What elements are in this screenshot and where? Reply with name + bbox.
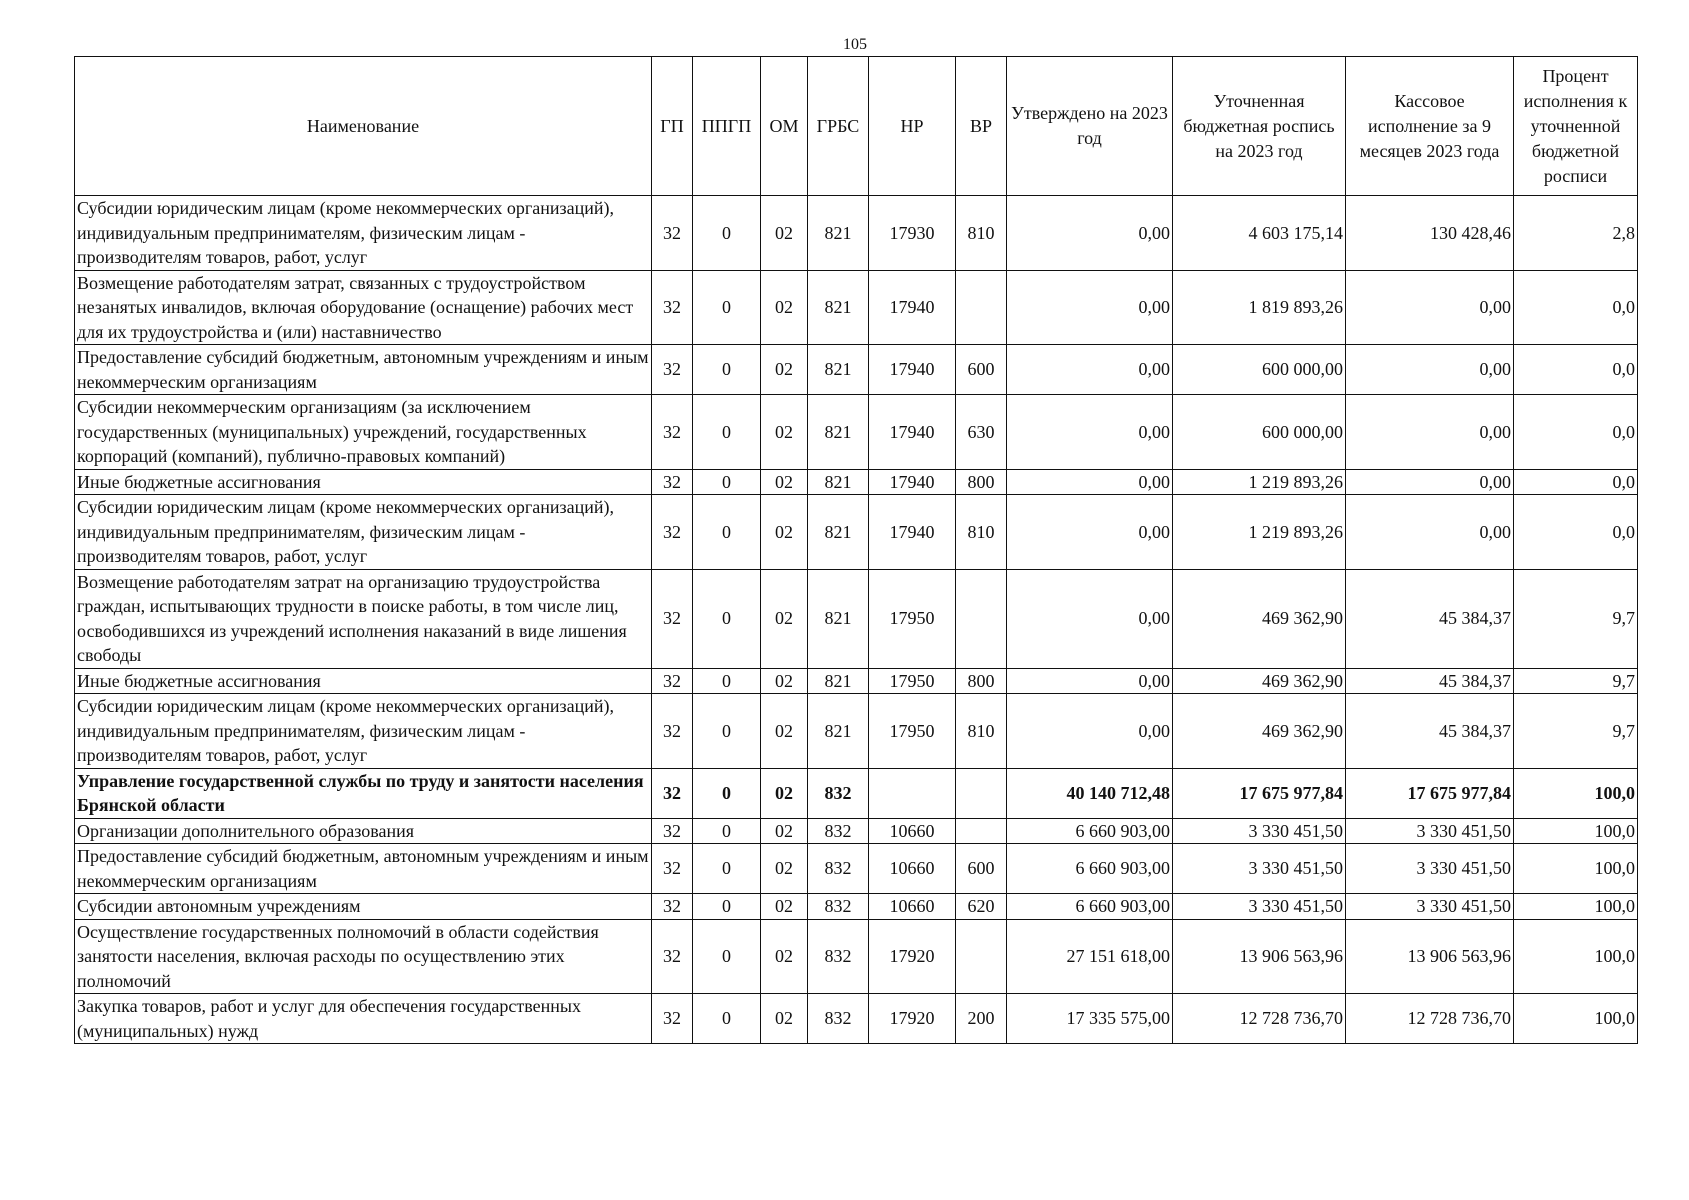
cell-gp: 32 xyxy=(652,469,693,495)
table-row xyxy=(75,270,1638,345)
cell-nr: 10660 xyxy=(869,844,956,894)
header-approved: Утверждено на 2023 год xyxy=(1007,57,1173,196)
cell-refined: 600 000,00 xyxy=(1173,345,1346,395)
cell-vr: 800 xyxy=(956,469,1007,495)
cell-ppgp: 0 xyxy=(693,768,761,818)
cell-percent: 0,0 xyxy=(1514,270,1638,345)
cell-refined: 13 906 563,96 xyxy=(1173,919,1346,994)
cell-name: Субсидии юридическим лицам (кроме некоммерческих организаций), индивидуальным предпринимателям, физическим лицам - производителям товаров, работ, услуг xyxy=(75,495,652,570)
cell-ppgp: 0 xyxy=(693,569,761,668)
cell-ppgp: 0 xyxy=(693,270,761,345)
header-om: ОМ xyxy=(761,57,808,196)
cell-ppgp: 0 xyxy=(693,495,761,570)
cell-nr: 17950 xyxy=(869,569,956,668)
table-row xyxy=(75,994,1638,1044)
cell-nr: 17940 xyxy=(869,345,956,395)
cell-om: 02 xyxy=(761,894,808,920)
cell-refined: 12 728 736,70 xyxy=(1173,994,1346,1044)
cell-name: Предоставление субсидий бюджетным, автономным учреждениям и иным некоммерческим организациям xyxy=(75,345,652,395)
cell-om: 02 xyxy=(761,768,808,818)
cell-nr: 17940 xyxy=(869,495,956,570)
cell-refined: 469 362,90 xyxy=(1173,668,1346,694)
cell-gp: 32 xyxy=(652,894,693,920)
cell-vr xyxy=(956,270,1007,345)
cell-grbs: 832 xyxy=(808,768,869,818)
cell-vr xyxy=(956,768,1007,818)
cell-name: Субсидии автономным учреждениям xyxy=(75,894,652,920)
table-row xyxy=(75,894,1638,920)
cell-nr: 17940 xyxy=(869,469,956,495)
header-ppgp: ППГП xyxy=(693,57,761,196)
cell-refined: 3 330 451,50 xyxy=(1173,894,1346,920)
cell-name: Предоставление субсидий бюджетным, автономным учреждениям и иным некоммерческим организациям xyxy=(75,844,652,894)
cell-om: 02 xyxy=(761,919,808,994)
cell-vr: 200 xyxy=(956,994,1007,1044)
cell-approved: 0,00 xyxy=(1007,345,1173,395)
cell-gp: 32 xyxy=(652,994,693,1044)
cell-gp: 32 xyxy=(652,818,693,844)
cell-nr: 17940 xyxy=(869,270,956,345)
table-row xyxy=(75,196,1638,271)
header-refined: Уточненная бюджетная роспись на 2023 год xyxy=(1173,57,1346,196)
cell-grbs: 821 xyxy=(808,345,869,395)
cell-gp: 32 xyxy=(652,668,693,694)
cell-name: Управление государственной службы по труду и занятости населения Брянской области xyxy=(75,768,652,818)
cell-ppgp: 0 xyxy=(693,919,761,994)
cell-om: 02 xyxy=(761,694,808,769)
cell-vr: 600 xyxy=(956,844,1007,894)
cell-percent: 0,0 xyxy=(1514,469,1638,495)
cell-refined: 4 603 175,14 xyxy=(1173,196,1346,271)
cell-grbs: 821 xyxy=(808,668,869,694)
cell-percent: 100,0 xyxy=(1514,818,1638,844)
cell-ppgp: 0 xyxy=(693,694,761,769)
table-body xyxy=(75,196,1638,1044)
table-row xyxy=(75,768,1638,818)
cell-gp: 32 xyxy=(652,345,693,395)
cell-approved: 17 335 575,00 xyxy=(1007,994,1173,1044)
cell-nr: 10660 xyxy=(869,894,956,920)
cell-grbs: 821 xyxy=(808,270,869,345)
cell-nr: 10660 xyxy=(869,818,956,844)
cell-vr: 620 xyxy=(956,894,1007,920)
cell-gp: 32 xyxy=(652,495,693,570)
header-gp: ГП xyxy=(652,57,693,196)
cell-gp: 32 xyxy=(652,694,693,769)
cell-cash: 45 384,37 xyxy=(1346,694,1514,769)
table-row xyxy=(75,818,1638,844)
cell-om: 02 xyxy=(761,345,808,395)
cell-name: Возмещение работодателям затрат, связанных с трудоустройством незанятых инвалидов, включая оборудование (оснащение) рабочих мест для их трудоустройства и (или) наставничество xyxy=(75,270,652,345)
cell-percent: 9,7 xyxy=(1514,569,1638,668)
cell-refined: 600 000,00 xyxy=(1173,395,1346,470)
cell-nr xyxy=(869,768,956,818)
cell-gp: 32 xyxy=(652,844,693,894)
cell-percent: 100,0 xyxy=(1514,844,1638,894)
cell-om: 02 xyxy=(761,994,808,1044)
cell-cash: 45 384,37 xyxy=(1346,569,1514,668)
cell-approved: 6 660 903,00 xyxy=(1007,894,1173,920)
cell-approved: 6 660 903,00 xyxy=(1007,844,1173,894)
cell-percent: 100,0 xyxy=(1514,994,1638,1044)
cell-om: 02 xyxy=(761,270,808,345)
cell-grbs: 832 xyxy=(808,994,869,1044)
cell-grbs: 821 xyxy=(808,395,869,470)
cell-ppgp: 0 xyxy=(693,668,761,694)
cell-vr xyxy=(956,919,1007,994)
cell-percent: 2,8 xyxy=(1514,196,1638,271)
cell-approved: 0,00 xyxy=(1007,495,1173,570)
cell-grbs: 821 xyxy=(808,495,869,570)
cell-refined: 3 330 451,50 xyxy=(1173,818,1346,844)
cell-cash: 0,00 xyxy=(1346,495,1514,570)
cell-approved: 6 660 903,00 xyxy=(1007,818,1173,844)
cell-om: 02 xyxy=(761,818,808,844)
cell-name: Осуществление государственных полномочий в области содействия занятости населения, включая расходы по осуществлению этих полномочий xyxy=(75,919,652,994)
cell-approved: 0,00 xyxy=(1007,469,1173,495)
cell-om: 02 xyxy=(761,844,808,894)
cell-ppgp: 0 xyxy=(693,994,761,1044)
cell-om: 02 xyxy=(761,668,808,694)
budget-table xyxy=(74,56,1638,1044)
cell-ppgp: 0 xyxy=(693,345,761,395)
header-name: Наименование xyxy=(75,57,652,196)
cell-vr xyxy=(956,818,1007,844)
cell-approved: 40 140 712,48 xyxy=(1007,768,1173,818)
cell-gp: 32 xyxy=(652,768,693,818)
cell-cash: 3 330 451,50 xyxy=(1346,818,1514,844)
cell-ppgp: 0 xyxy=(693,469,761,495)
table-row xyxy=(75,469,1638,495)
cell-nr: 17950 xyxy=(869,668,956,694)
cell-vr: 630 xyxy=(956,395,1007,470)
cell-gp: 32 xyxy=(652,919,693,994)
cell-grbs: 821 xyxy=(808,694,869,769)
cell-nr: 17920 xyxy=(869,994,956,1044)
cell-gp: 32 xyxy=(652,395,693,470)
cell-percent: 100,0 xyxy=(1514,919,1638,994)
table-row xyxy=(75,694,1638,769)
table-row xyxy=(75,844,1638,894)
cell-nr: 17920 xyxy=(869,919,956,994)
cell-name: Закупка товаров, работ и услуг для обеспечения государственных (муниципальных) нужд xyxy=(75,994,652,1044)
cell-name: Субсидии некоммерческим организациям (за исключением государственных (муниципальных) учреждений, государственных корпораций (компаний), публично-правовых компаний) xyxy=(75,395,652,470)
table-row xyxy=(75,345,1638,395)
cell-grbs: 821 xyxy=(808,469,869,495)
table-row xyxy=(75,919,1638,994)
cell-approved: 0,00 xyxy=(1007,196,1173,271)
table-row xyxy=(75,395,1638,470)
cell-refined: 17 675 977,84 xyxy=(1173,768,1346,818)
cell-cash: 3 330 451,50 xyxy=(1346,844,1514,894)
cell-cash: 12 728 736,70 xyxy=(1346,994,1514,1044)
cell-refined: 1 819 893,26 xyxy=(1173,270,1346,345)
cell-nr: 17930 xyxy=(869,196,956,271)
cell-approved: 0,00 xyxy=(1007,569,1173,668)
cell-vr: 800 xyxy=(956,668,1007,694)
cell-om: 02 xyxy=(761,495,808,570)
cell-cash: 130 428,46 xyxy=(1346,196,1514,271)
cell-cash: 0,00 xyxy=(1346,345,1514,395)
cell-name: Возмещение работодателям затрат на организацию трудоустройства граждан, испытывающих трудности в поиске работы, в том числе лиц, освободившихся из учреждений исполнения наказаний в виде лишения свободы xyxy=(75,569,652,668)
cell-name: Субсидии юридическим лицам (кроме некоммерческих организаций), индивидуальным предпринимателям, физическим лицам - производителям товаров, работ, услуг xyxy=(75,694,652,769)
cell-grbs: 832 xyxy=(808,894,869,920)
cell-refined: 3 330 451,50 xyxy=(1173,844,1346,894)
cell-nr: 17950 xyxy=(869,694,956,769)
cell-grbs: 832 xyxy=(808,919,869,994)
page-number: 105 xyxy=(843,36,867,53)
header-percent: Процент исполнения к уточненной бюджетной росписи xyxy=(1514,57,1638,196)
cell-cash: 45 384,37 xyxy=(1346,668,1514,694)
cell-cash: 0,00 xyxy=(1346,270,1514,345)
header-grbs: ГРБС xyxy=(808,57,869,196)
cell-approved: 0,00 xyxy=(1007,395,1173,470)
cell-percent: 0,0 xyxy=(1514,345,1638,395)
cell-ppgp: 0 xyxy=(693,196,761,271)
cell-percent: 100,0 xyxy=(1514,894,1638,920)
cell-name: Иные бюджетные ассигнования xyxy=(75,668,652,694)
cell-percent: 0,0 xyxy=(1514,495,1638,570)
cell-approved: 0,00 xyxy=(1007,694,1173,769)
cell-percent: 9,7 xyxy=(1514,694,1638,769)
cell-approved: 27 151 618,00 xyxy=(1007,919,1173,994)
table-row xyxy=(75,569,1638,668)
cell-grbs: 832 xyxy=(808,818,869,844)
cell-grbs: 832 xyxy=(808,844,869,894)
cell-om: 02 xyxy=(761,196,808,271)
cell-percent: 0,0 xyxy=(1514,395,1638,470)
cell-refined: 469 362,90 xyxy=(1173,569,1346,668)
cell-vr: 810 xyxy=(956,694,1007,769)
cell-cash: 0,00 xyxy=(1346,395,1514,470)
header-nr: НР xyxy=(869,57,956,196)
cell-grbs: 821 xyxy=(808,569,869,668)
cell-name: Организации дополнительного образования xyxy=(75,818,652,844)
table-row xyxy=(75,495,1638,570)
cell-cash: 13 906 563,96 xyxy=(1346,919,1514,994)
cell-cash: 3 330 451,50 xyxy=(1346,894,1514,920)
cell-refined: 469 362,90 xyxy=(1173,694,1346,769)
cell-gp: 32 xyxy=(652,196,693,271)
cell-vr xyxy=(956,569,1007,668)
cell-refined: 1 219 893,26 xyxy=(1173,495,1346,570)
cell-refined: 1 219 893,26 xyxy=(1173,469,1346,495)
cell-ppgp: 0 xyxy=(693,818,761,844)
cell-om: 02 xyxy=(761,395,808,470)
cell-om: 02 xyxy=(761,569,808,668)
cell-nr: 17940 xyxy=(869,395,956,470)
header-row xyxy=(75,57,1638,196)
cell-gp: 32 xyxy=(652,569,693,668)
cell-gp: 32 xyxy=(652,270,693,345)
cell-ppgp: 0 xyxy=(693,844,761,894)
cell-cash: 17 675 977,84 xyxy=(1346,768,1514,818)
cell-approved: 0,00 xyxy=(1007,668,1173,694)
cell-vr: 810 xyxy=(956,495,1007,570)
cell-cash: 0,00 xyxy=(1346,469,1514,495)
header-cash: Кассовое исполнение за 9 месяцев 2023 года xyxy=(1346,57,1514,196)
cell-vr: 600 xyxy=(956,345,1007,395)
table-row xyxy=(75,668,1638,694)
cell-ppgp: 0 xyxy=(693,894,761,920)
cell-grbs: 821 xyxy=(808,196,869,271)
cell-ppgp: 0 xyxy=(693,395,761,470)
cell-vr: 810 xyxy=(956,196,1007,271)
cell-name: Субсидии юридическим лицам (кроме некоммерческих организаций), индивидуальным предпринимателям, физическим лицам - производителям товаров, работ, услуг xyxy=(75,196,652,271)
cell-name: Иные бюджетные ассигнования xyxy=(75,469,652,495)
cell-om: 02 xyxy=(761,469,808,495)
header-vr: ВР xyxy=(956,57,1007,196)
cell-percent: 9,7 xyxy=(1514,668,1638,694)
cell-percent: 100,0 xyxy=(1514,768,1638,818)
cell-approved: 0,00 xyxy=(1007,270,1173,345)
